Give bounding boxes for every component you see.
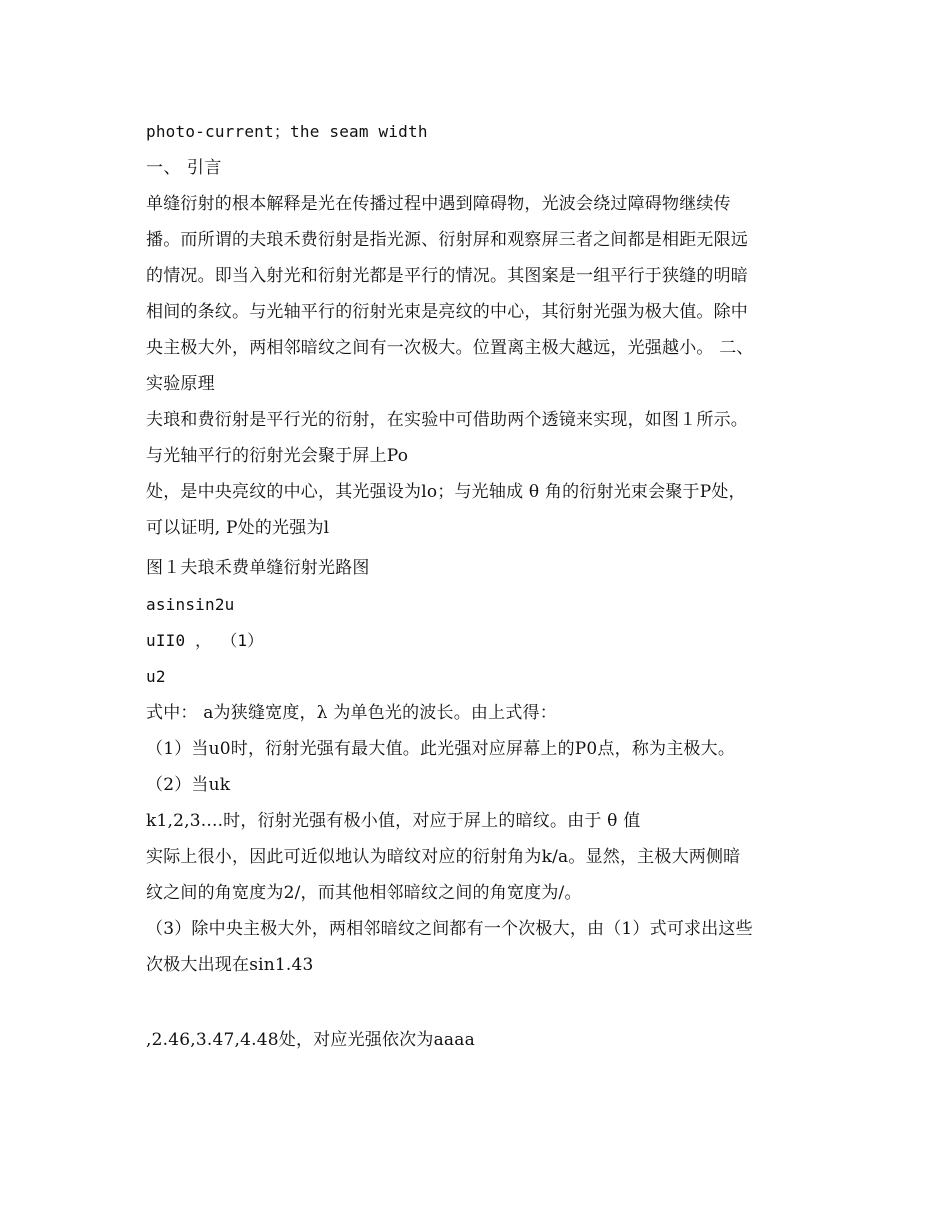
- paragraph-line: 实际上很小，因此可近似地认为暗纹对应的衍射角为k/a。显然，主极大两侧暗: [146, 847, 741, 867]
- paragraph-line: （2）当uk: [146, 775, 231, 795]
- paragraph-line: 的情况。即当入射光和衍射光都是平行的情况。其图案是一组平行于狭缝的明暗: [146, 266, 748, 286]
- section-heading-principle: 实验原理: [146, 374, 215, 394]
- paragraph-line: 央主极大外，两相邻暗纹之间有一次极大。位置离主极大越远，光强越小。 二、: [146, 338, 754, 358]
- paragraph-line: （1）当u0时，衍射光强有最大值。此光强对应屏幕上的P0点，称为主极大。: [146, 739, 736, 759]
- paragraph-line: k1,2,3....时，衍射光强有极小值，对应于屏上的暗纹。由于 θ 值: [146, 811, 641, 831]
- paragraph-line: 可以证明, P处的光强为l: [146, 518, 330, 538]
- paragraph-line: 播。而所谓的夫琅禾费衍射是指光源、衍射屏和观察屏三者之间都是相距无限远: [146, 230, 748, 250]
- paragraph-line: 处，是中央亮纹的中心，其光强设为lo；与光轴成 θ 角的衍射光束会聚于P处，: [146, 482, 746, 502]
- paragraph-line: 单缝衍射的根本解释是光在传播过程中遇到障碍物，光波会绕过障碍物继续传: [146, 194, 731, 214]
- paragraph-line: 式中： a为狭缝宽度，λ 为单色光的波长。由上式得：: [146, 703, 557, 723]
- formula-line: uII0 ， （1）: [146, 631, 264, 650]
- paragraph-line: 夫琅和费衍射是平行光的衍射，在实验中可借助两个透镜来实现，如图１所示。: [146, 410, 748, 430]
- paragraph-line: 与光轴平行的衍射光会聚于屏上Po: [146, 446, 409, 466]
- paragraph-line: 次极大出现在sin1.43: [146, 955, 314, 975]
- formula-line: asinsin2u: [146, 595, 235, 614]
- figure-caption: 图１夫琅禾费单缝衍射光路图: [146, 558, 370, 578]
- paragraph-line: 纹之间的角宽度为2/，而其他相邻暗纹之间的角宽度为/。: [146, 883, 582, 903]
- formula-line: u2: [146, 667, 166, 686]
- section-heading-introduction: 一、 引言: [146, 158, 222, 178]
- keywords-line: photo-current；the seam width: [146, 122, 428, 141]
- paragraph-line: （3）除中央主极大外，两相邻暗纹之间都有一个次极大，由（1）式可求出这些: [146, 919, 753, 939]
- paragraph-line: ,2.46,3.47,4.48处，对应光强依次为aaaa: [146, 1030, 475, 1050]
- paragraph-line: 相间的条纹。与光轴平行的衍射光束是亮纹的中心，其衍射光强为极大值。除中: [146, 302, 748, 322]
